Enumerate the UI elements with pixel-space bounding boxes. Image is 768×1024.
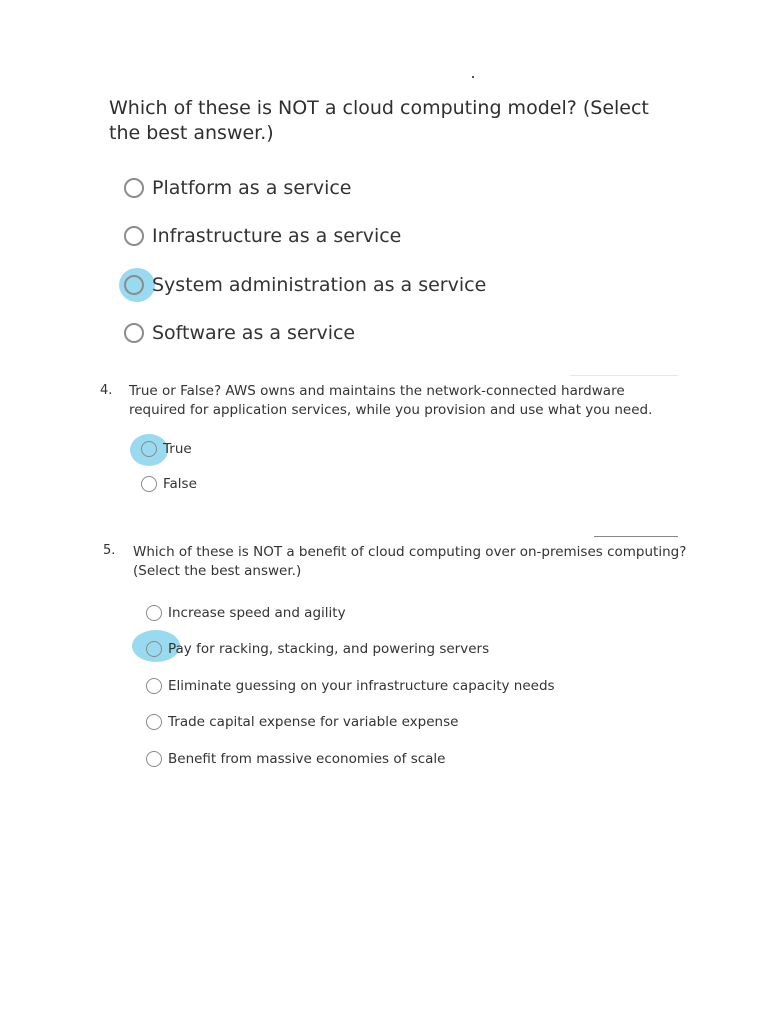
q3-option-software[interactable] — [124, 320, 355, 346]
q3-option-sysadmin[interactable] — [124, 272, 486, 298]
q5-option-label: Pay for racking, stacking, and powering servers — [168, 641, 490, 657]
question-4-number: 4. — [100, 383, 113, 398]
q4-option-label: False — [163, 476, 197, 492]
radio-button[interactable] — [124, 275, 144, 295]
q5-option-economies[interactable] — [146, 749, 445, 769]
q4-option-true[interactable] — [141, 439, 192, 459]
q5-option-capacity[interactable] — [146, 676, 555, 696]
radio-button[interactable] — [146, 751, 162, 767]
radio-button[interactable] — [124, 323, 144, 343]
q3-option-platform[interactable] — [124, 175, 352, 201]
question-4-text: True or False? AWS owns and maintains the network-connected hardware required for application services, while you provision and use what you need. — [129, 383, 653, 418]
divider-line — [594, 536, 678, 537]
question-5-number: 5. — [103, 543, 116, 558]
q3-option-label: Infrastructure as a service — [152, 225, 402, 247]
q3-option-label: Software as a service — [152, 322, 356, 344]
q5-option-racking[interactable] — [146, 639, 489, 659]
divider-line — [570, 375, 678, 376]
q3-option-label: System administration as a service — [152, 274, 487, 296]
q5-option-label: Benefit from massive economies of scale — [168, 751, 446, 767]
q5-option-label: Increase speed and agility — [168, 605, 346, 621]
stray-dot — [472, 76, 474, 78]
q3-option-label: Platform as a service — [152, 177, 352, 199]
q5-option-capital[interactable] — [146, 712, 458, 732]
q5-option-label: Trade capital expense for variable expense — [168, 714, 459, 730]
radio-button[interactable] — [124, 226, 144, 246]
question-3-text: Which of these is NOT a cloud computing model? (Select the best answer.) — [109, 97, 649, 144]
radio-button[interactable] — [141, 476, 157, 492]
q5-option-label: Eliminate guessing on your infrastructure capacity needs — [168, 678, 555, 694]
radio-button[interactable] — [141, 441, 157, 457]
q4-option-false[interactable] — [141, 474, 197, 494]
radio-button[interactable] — [124, 178, 144, 198]
radio-button[interactable] — [146, 641, 162, 657]
q4-option-label: True — [163, 441, 192, 457]
radio-button[interactable] — [146, 605, 162, 621]
q5-option-speed[interactable] — [146, 603, 346, 623]
radio-button[interactable] — [146, 714, 162, 730]
radio-button[interactable] — [146, 678, 162, 694]
q3-option-infrastructure[interactable] — [124, 223, 401, 249]
question-5-text: Which of these is NOT a benefit of cloud computing over on-premises computing? (Select the best answer.) — [133, 544, 687, 579]
